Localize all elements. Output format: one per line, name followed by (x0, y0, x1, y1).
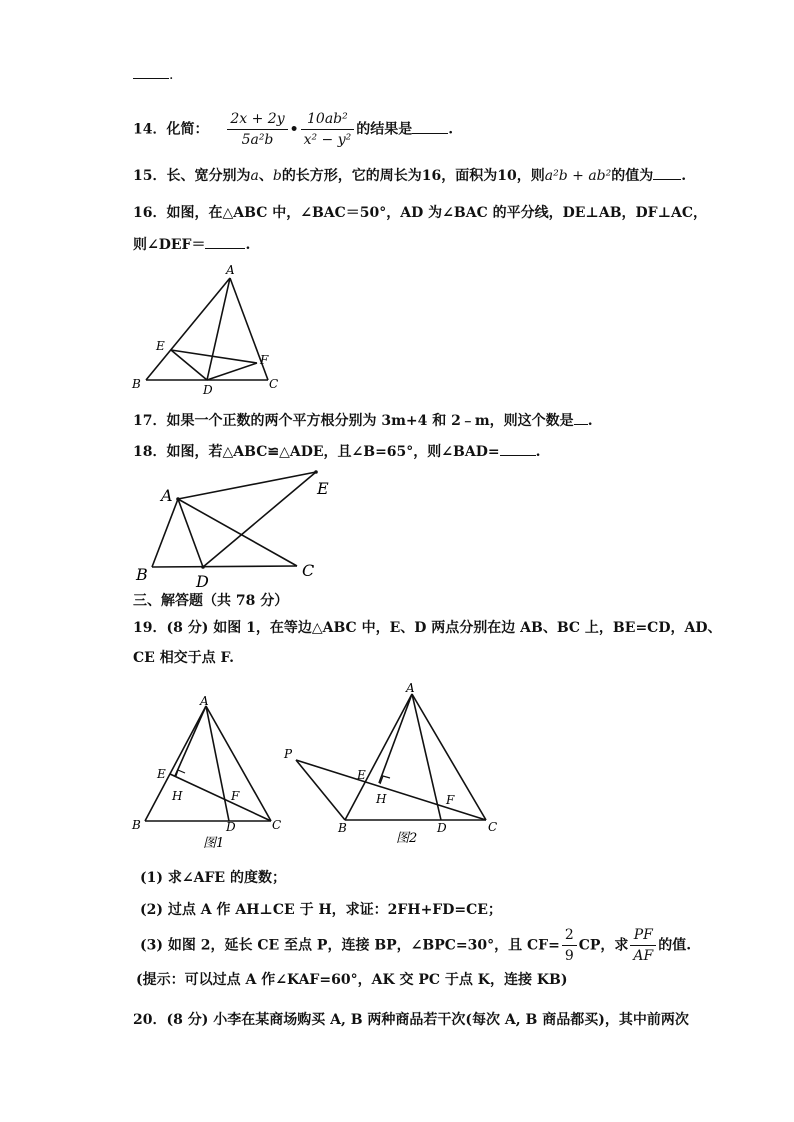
question-20: 20．(8 分) 小李在某商场购买 A, B 两种商品若干次(每次 A, B 商品都买)，其中前两次 (133, 1012, 689, 1028)
right-angle-mark (176, 770, 185, 776)
label-a: A (406, 681, 415, 695)
question-16-line1: 16．如图，在△ABC 中，∠BAC＝50°，AD 为∠BAC 的平分线，DE⊥AB，DF⊥AC， (133, 205, 708, 221)
label-p: P (284, 747, 293, 761)
figure-q18 (130, 462, 330, 592)
answer-blank (653, 165, 681, 180)
label-b: B (136, 565, 148, 584)
label-a: A (200, 694, 209, 708)
question-16-line2: 则∠DEF＝ . (133, 234, 250, 255)
point-a (176, 497, 180, 501)
label-c: C (272, 818, 282, 832)
segment-ac (178, 499, 297, 566)
segment-ad (178, 499, 203, 567)
segment-ah (175, 706, 206, 776)
label-a: A (226, 263, 235, 277)
label-d: D (226, 820, 236, 834)
segment-pb (296, 760, 345, 820)
segment-ac (206, 706, 271, 821)
segment-ad (207, 278, 230, 380)
label-e: E (156, 339, 165, 353)
figure-q19-1 (128, 690, 290, 852)
figure-q19-2 (278, 678, 500, 852)
label-e: E (157, 767, 166, 781)
fraction-2: $\frac{\text{10ab²}}{\text{x² − y²}}$ (301, 110, 355, 149)
figure-caption: 图2 (396, 831, 418, 846)
segment-ab (145, 706, 206, 821)
label-b: B (132, 377, 141, 391)
segment-df (207, 363, 257, 380)
label-c: C (488, 820, 498, 834)
answer-blank (500, 441, 536, 456)
label-e: E (317, 479, 329, 498)
question-18: 18．如图，若△ABC≌△ADE，且∠B=65°，则∠BAD= . (133, 441, 540, 462)
answer-blank (205, 234, 245, 249)
segment-bc (152, 566, 297, 567)
label-d: D (203, 383, 213, 396)
answer-blank (574, 410, 588, 425)
label-h: H (376, 792, 387, 806)
question-19-part2: (2) 过点 A 作 AH⊥CE 于 H，求证：2FH+FD=CE； (140, 902, 502, 918)
label-f: F (260, 353, 269, 367)
label-a: A (161, 486, 173, 505)
label-f: F (446, 793, 455, 807)
answer-blank (133, 64, 169, 79)
label-c: C (269, 377, 279, 391)
fraction-1: $\frac{2x + 2y}{\text{5a²b}}$ (227, 110, 287, 149)
question-19-line2: CE 相交于点 F. (133, 650, 234, 666)
label-b: B (338, 821, 347, 835)
figure-q16 (128, 260, 288, 396)
prev-answer-blank: . (133, 64, 173, 85)
label-e: E (357, 768, 366, 782)
question-17: 17．如果一个正数的两个平方根分别为 3m+4 和 2﹣m，则这个数是 . (133, 410, 593, 431)
label-d: D (196, 572, 209, 591)
fraction-pf-af: $\frac{PF}{AF}$ (630, 926, 656, 965)
label-d: D (437, 821, 447, 835)
label-h: H (172, 789, 183, 803)
point-e (314, 470, 318, 474)
section-3-heading: 三、解答题（共 78 分） (133, 593, 289, 609)
answer-blank (412, 119, 448, 134)
question-19-part3: (3) 如图 2，延长 CE 至点 P，连接 BP，∠BPC=30°，且 CF= $\frac{2}{9}$ CP，求 $\frac{PF}{AF}$ 的值. (140, 927, 692, 964)
question-14: 14．化简： $\frac{2x + 2y}{\text{5a²b}}$ • $\frac{\text{10ab²}}{\text{x² − y²}}$ 的结果是 . (133, 111, 454, 148)
question-15: 15．长、宽分别为a、b的长方形，它的周长为16，面积为10，则a²b + ab²的值为 . (133, 165, 686, 186)
label-c: C (302, 561, 315, 580)
segment-ah (379, 694, 412, 783)
segment-de (203, 472, 316, 567)
segment-ab (152, 499, 178, 567)
question-19-line1: 19．(8 分) 如图 1，在等边△ABC 中，E、D 两点分别在边 AB、BC 上，BE=CD，AD、 (133, 620, 722, 636)
question-19-part1: (1) 求∠AFE 的度数； (140, 870, 286, 886)
segment-ad (206, 706, 229, 821)
fraction-2-9: $\frac{2}{9}$ (562, 926, 577, 965)
label-f: F (231, 789, 240, 803)
question-19-hint: (提示：可以过点 A 作∠KAF=60°，AK 交 PC 于点 K，连接 KB) (136, 972, 568, 988)
segment-pc (296, 760, 486, 820)
segment-ae (178, 472, 316, 499)
point-d (201, 565, 205, 569)
label-b: B (132, 818, 141, 832)
figure-caption: 图1 (203, 836, 225, 851)
